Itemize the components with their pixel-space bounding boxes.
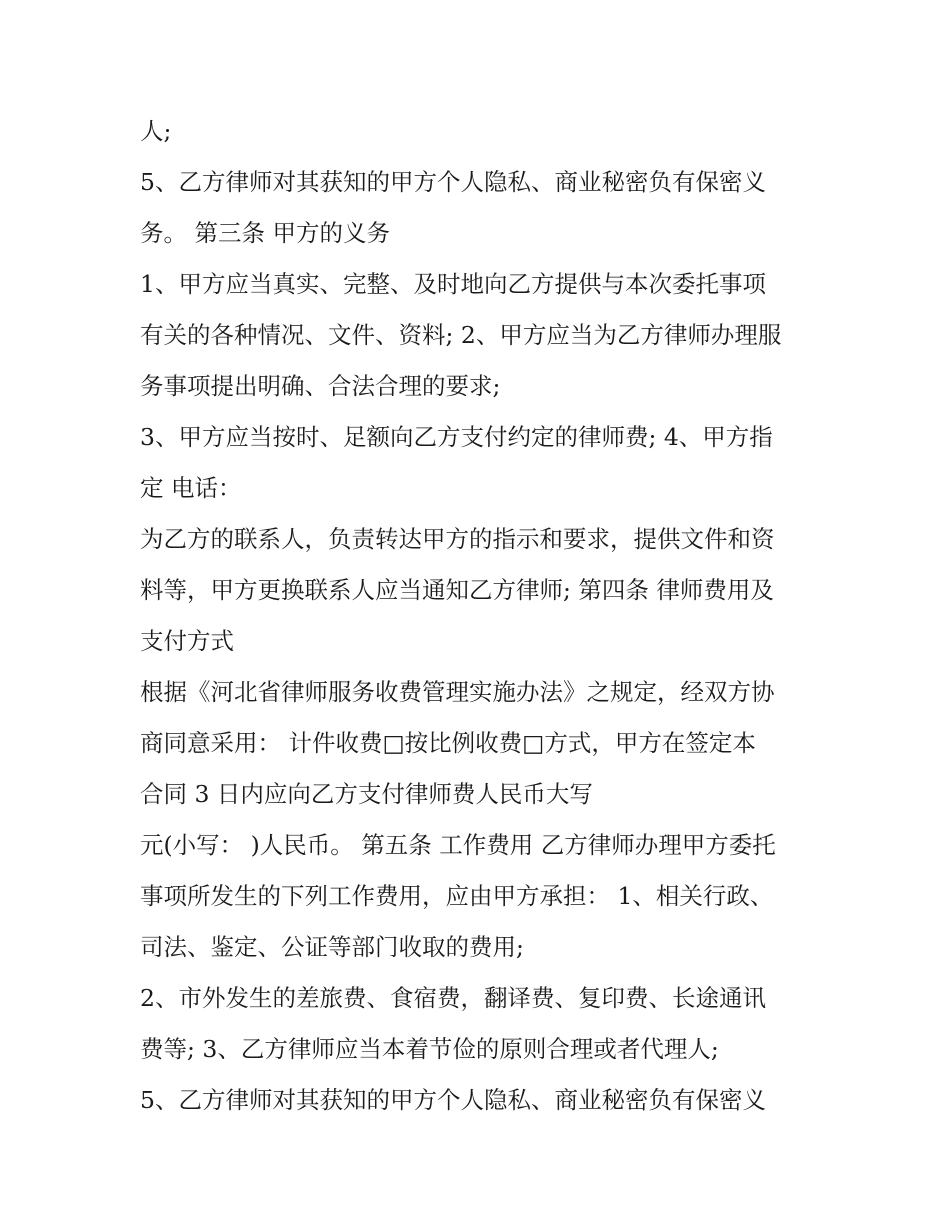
- text-line: 5、乙方律师对其获知的甲方个人隐私、商业秘密负有保密义: [140, 1086, 766, 1114]
- text-line: 人;: [140, 117, 172, 145]
- text-line: 根据《河北省律师服务收费管理实施办法》之规定，经双方协: [140, 678, 775, 706]
- text-line: 司法、鉴定、公证等部门收取的费用;: [140, 933, 524, 961]
- text-line: 3、甲方应当按时、足额向乙方支付约定的律师费; 4、甲方指: [140, 423, 773, 451]
- text-line: 元(小写： )人民币。 第五条 工作费用 乙方律师办理甲方委托: [140, 831, 776, 859]
- text-line: 费等; 3、乙方律师应当本着节俭的原则合理或者代理人;: [140, 1035, 719, 1063]
- text-line: 务事项提出明确、合法合理的要求;: [140, 372, 501, 400]
- text-line: 务。 第三条 甲方的义务: [140, 219, 390, 247]
- text-line: 为乙方的联系人，负责转达甲方的指示和要求，提供文件和资: [140, 525, 775, 553]
- contract-body-text: [140, 106, 820, 1126]
- text-line: 5、乙方律师对其获知的甲方个人隐私、商业秘密负有保密义: [140, 168, 766, 196]
- text-line: 2、市外发生的差旅费、食宿费，翻译费、复印费、长途通讯: [140, 984, 766, 1012]
- text-line: 料等，甲方更换联系人应当通知乙方律师; 第四条 律师费用及: [140, 576, 774, 604]
- text-line: 1、甲方应当真实、完整、及时地向乙方提供与本次委托事项: [140, 270, 766, 298]
- text-line: 支付方式: [140, 627, 234, 655]
- text-line: 有关的各种情况、文件、资料; 2、甲方应当为乙方律师办理服: [140, 321, 782, 349]
- text-line: 合同 3 日内应向乙方支付律师费人民币大写: [140, 780, 593, 808]
- text-line: 商同意采用： 计件收费□按比例收费□方式，甲方在签定本: [140, 729, 756, 757]
- text-line: 事项所发生的下列工作费用，应由甲方承担： 1、相关行政、: [140, 882, 774, 910]
- text-line: 定 电话：: [140, 474, 242, 502]
